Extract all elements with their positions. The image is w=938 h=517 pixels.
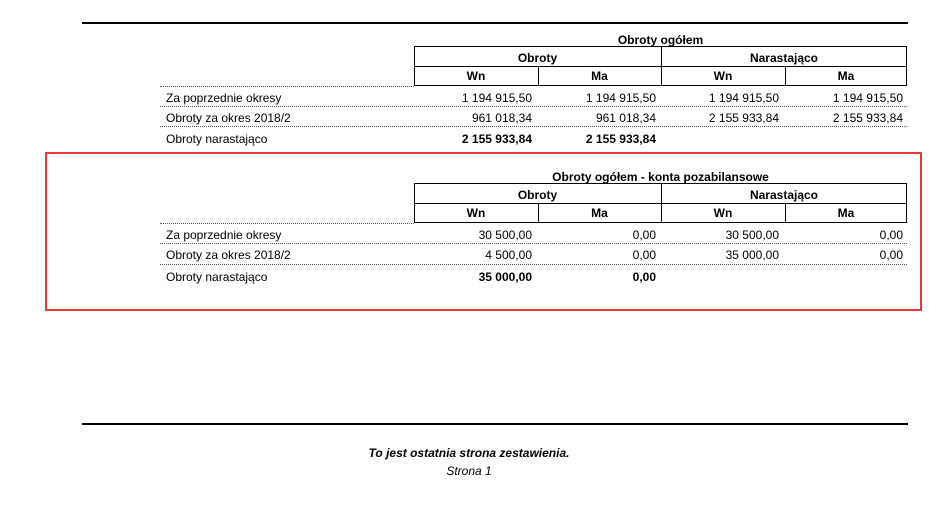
group-header-narastajaco: Narastająco (749, 51, 819, 65)
group-header-narastajaco: Narastająco (749, 188, 819, 202)
cell-narastajaco-ma: 1 194 915,50 (832, 91, 903, 105)
cell-obroty-ma: 0,00 (632, 248, 656, 262)
cell-obroty-ma-total: 0,00 (632, 270, 656, 284)
group-header-obroty: Obroty (517, 188, 558, 202)
bottom-rule (82, 423, 908, 425)
cell-obroty-wn-total: 35 000,00 (478, 270, 532, 284)
header-mid-line (414, 66, 907, 67)
column-header-wn: Wn (466, 69, 486, 83)
row-label: Za poprzednie okresy (166, 228, 282, 242)
page-number: Strona 1 (446, 464, 492, 478)
row-separator (160, 243, 907, 244)
column-header-wn: Wn (713, 206, 733, 220)
cell-obroty-ma: 1 194 915,50 (585, 91, 656, 105)
cell-narastajaco-ma: 0,00 (879, 248, 903, 262)
table-title: Obroty ogółem (617, 33, 704, 47)
row-separator (160, 86, 414, 87)
cell-narastajaco-ma: 0,00 (879, 228, 903, 242)
cell-narastajaco-wn: 35 000,00 (725, 248, 779, 262)
cell-obroty-ma: 0,00 (632, 228, 656, 242)
cell-obroty-wn-total: 2 155 933,84 (461, 132, 532, 146)
group-header-obroty: Obroty (517, 51, 558, 65)
row-label: Obroty narastająco (166, 132, 268, 146)
row-separator (160, 106, 907, 107)
top-rule (82, 22, 908, 24)
cell-obroty-ma-total: 2 155 933,84 (585, 132, 656, 146)
cell-narastajaco-ma: 2 155 933,84 (832, 111, 903, 125)
column-header-wn: Wn (466, 206, 486, 220)
row-label: Obroty za okres 2018/2 (166, 248, 291, 262)
column-header-ma: Ma (591, 69, 608, 83)
cell-obroty-wn: 961 018,34 (471, 111, 532, 125)
column-header-ma: Ma (837, 69, 855, 83)
row-label: Obroty za okres 2018/2 (166, 111, 291, 125)
row-separator (160, 223, 414, 224)
row-label: Obroty narastająco (166, 270, 268, 284)
cell-obroty-wn: 1 194 915,50 (461, 91, 532, 105)
cell-narastajaco-wn: 2 155 933,84 (708, 111, 779, 125)
cell-obroty-wn: 4 500,00 (485, 248, 532, 262)
header-mid-line (414, 203, 907, 204)
row-label: Za poprzednie okresy (166, 91, 282, 105)
last-page-note: To jest ostatnia strona zestawienia. (368, 446, 570, 460)
cell-obroty-ma: 961 018,34 (595, 111, 656, 125)
cell-narastajaco-wn: 30 500,00 (725, 228, 779, 242)
cell-obroty-wn: 30 500,00 (478, 228, 532, 242)
row-separator (160, 264, 907, 265)
cell-narastajaco-wn: 1 194 915,50 (708, 91, 779, 105)
column-header-wn: Wn (713, 69, 733, 83)
table-title: Obroty ogółem - konta pozabilansowe (552, 170, 769, 184)
column-header-ma: Ma (837, 206, 855, 220)
row-separator (160, 126, 907, 127)
column-header-ma: Ma (591, 206, 608, 220)
